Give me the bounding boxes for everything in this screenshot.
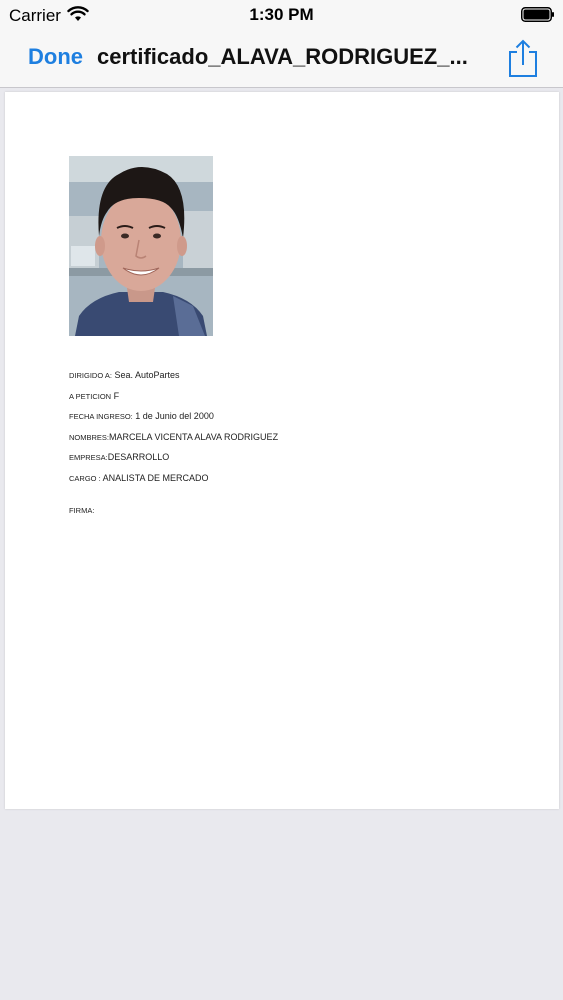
field-value: 1 de Junio del 2000 — [132, 411, 214, 421]
field-value: Sea. AutoPartes — [111, 370, 180, 380]
field-value: ANALISTA DE MERCADO — [100, 472, 209, 483]
clock: 1:30 PM — [249, 5, 314, 24]
done-button[interactable]: Done — [28, 44, 83, 69]
field-label: FECHA INGRESO: — [69, 412, 133, 421]
field-fecha-ingreso — [69, 407, 529, 428]
status-bar — [0, 0, 563, 30]
field-value: F — [111, 390, 120, 401]
field-label: A PETICION — [69, 391, 112, 401]
field-label: DIRIGIDO A: — [69, 371, 112, 380]
carrier-label: Carrier — [9, 6, 61, 25]
field-label: NOMBRES: — [69, 432, 110, 442]
field-value: DESARROLLO — [107, 452, 170, 462]
document-page — [5, 92, 559, 809]
field-label: CARGO : — [69, 473, 101, 483]
signature-line — [69, 501, 529, 522]
field-empresa — [69, 448, 529, 469]
signature-label: FIRMA: — [69, 506, 95, 515]
profile-photo — [69, 156, 213, 336]
document-title: certificado_ALAVA_RODRIGUEZ_... — [97, 44, 468, 69]
share-icon[interactable] — [506, 38, 540, 78]
field-label: EMPRESA: — [69, 453, 108, 462]
field-value: MARCELA VICENTA ALAVA RODRIGUEZ — [109, 431, 279, 442]
field-dirigido-a — [69, 366, 529, 387]
field-nombres — [69, 428, 529, 449]
battery-icon — [521, 7, 555, 22]
navigation-bar — [0, 30, 563, 88]
field-cargo — [69, 469, 529, 490]
certificate-fields — [69, 366, 529, 522]
field-a-peticion — [69, 387, 529, 408]
